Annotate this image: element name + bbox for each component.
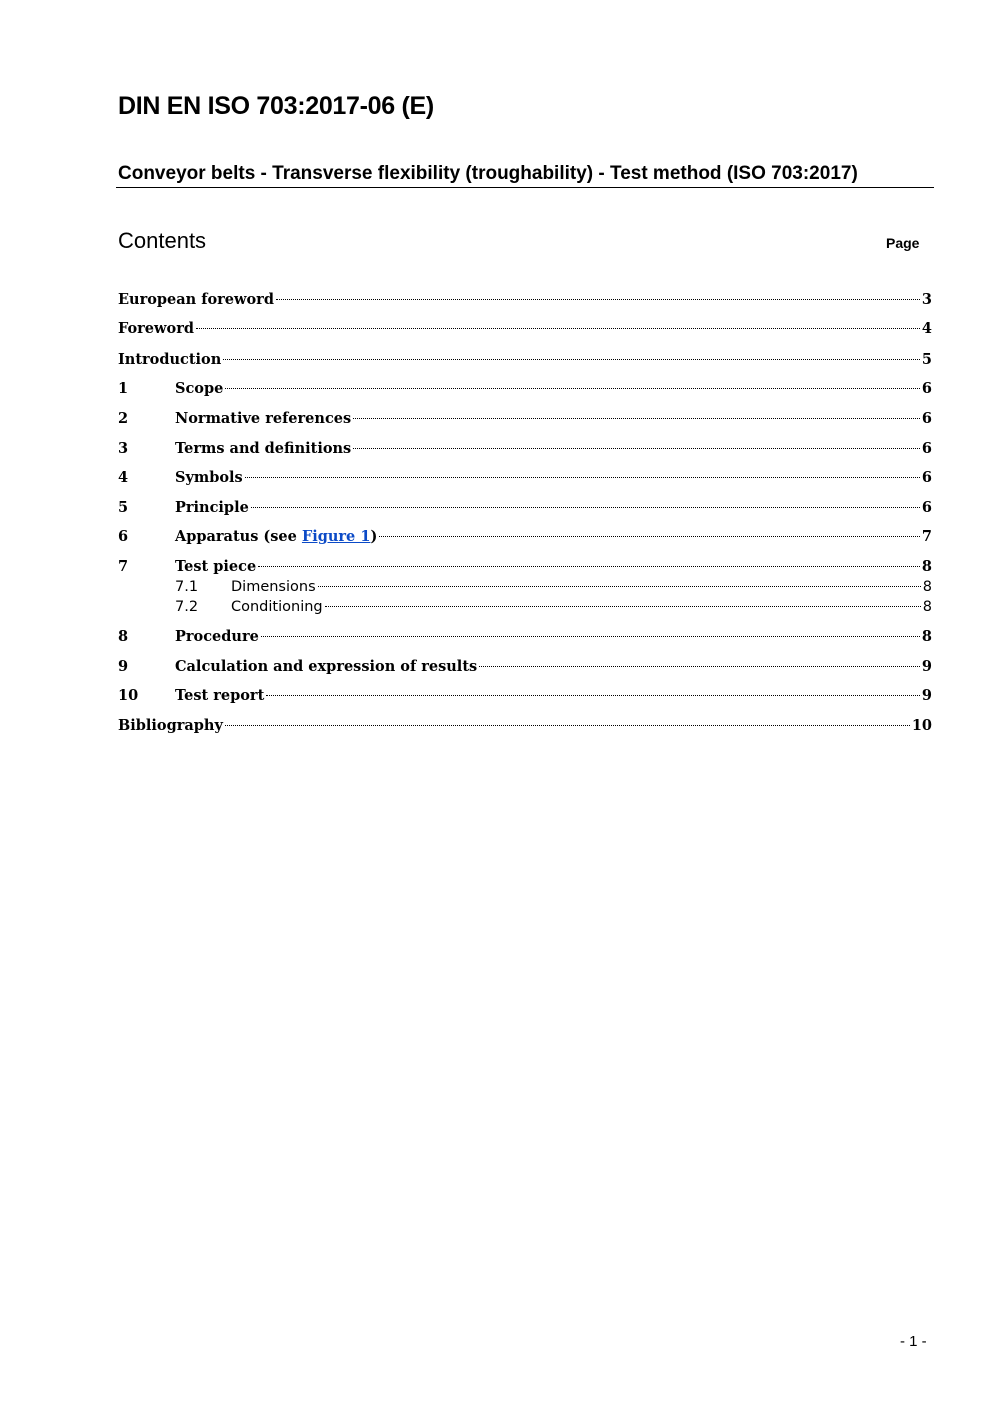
- document-title: Conveyor belts - Transverse flexibility (troughability) - Test method (ISO 703:2017): [118, 163, 858, 184]
- toc-leader-dots: [245, 477, 920, 478]
- toc-entry-foreword[interactable]: [118, 319, 932, 339]
- toc-section-number: 7.1: [175, 579, 199, 595]
- toc-section-number: 9: [118, 658, 129, 675]
- toc-page-number: 5: [921, 351, 932, 368]
- toc-label: Foreword: [118, 320, 194, 337]
- contents-heading: Contents: [118, 228, 207, 253]
- toc-label: Introduction: [118, 351, 222, 368]
- toc-leader-dots: [353, 448, 920, 449]
- toc-label: Calculation and expression of results: [175, 658, 478, 675]
- toc-label: Test piece: [175, 558, 257, 575]
- toc-section-number: 3: [118, 440, 129, 457]
- toc-label: Principle: [175, 499, 249, 516]
- toc-entry-bibliography[interactable]: [118, 716, 932, 736]
- toc-section-number: 2: [118, 410, 129, 427]
- toc-label: Bibliography: [118, 717, 223, 734]
- toc-entry-principle[interactable]: [118, 498, 932, 518]
- toc-section-number: 1: [118, 380, 129, 397]
- toc-entry-dimensions[interactable]: [118, 577, 932, 597]
- toc-leader-dots: [251, 507, 920, 508]
- toc-entry-terms-and-definitions[interactable]: [118, 439, 932, 459]
- toc-leader-dots: [261, 636, 920, 637]
- toc-page-number: 9: [921, 658, 932, 675]
- document-id: DIN EN ISO 703:2017-06 (E): [118, 92, 434, 120]
- toc-section-number: 8: [118, 628, 129, 645]
- toc-entry-apparatus[interactable]: [118, 527, 932, 547]
- toc-label: Symbols: [175, 469, 243, 486]
- toc-label: Conditioning: [231, 599, 323, 615]
- toc-page-number: 6: [921, 499, 932, 516]
- toc-section-number: 4: [118, 469, 129, 486]
- toc-leader-dots: [379, 536, 920, 537]
- toc-entry-symbols[interactable]: [118, 468, 932, 488]
- toc-entry-calculation-and-expression-of-results[interactable]: [118, 657, 932, 677]
- toc-entry-test-report[interactable]: [118, 686, 932, 706]
- toc-label: Normative references: [175, 410, 352, 427]
- toc-leader-dots: [266, 695, 920, 696]
- toc-leader-dots: [225, 388, 920, 389]
- toc-leader-dots: [353, 418, 920, 419]
- toc-label: Dimensions: [231, 579, 316, 595]
- toc-page-number: 6: [921, 410, 932, 427]
- toc-label: Test report: [175, 687, 265, 704]
- toc-leader-dots: [325, 606, 921, 607]
- page-column-heading: Page: [886, 235, 920, 251]
- toc-entry-test-piece[interactable]: [118, 557, 932, 577]
- toc-entry-normative-references[interactable]: [118, 409, 932, 429]
- toc-label: Scope: [175, 380, 224, 397]
- toc-entry-scope[interactable]: [118, 379, 932, 399]
- toc-section-number: 6: [118, 528, 129, 545]
- toc-page-number: 3: [921, 291, 932, 308]
- footer-page-number: - 1 -: [900, 1333, 927, 1350]
- toc-leader-dots: [479, 666, 920, 667]
- toc-page-number: 6: [921, 440, 932, 457]
- toc-page-number: 4: [921, 320, 932, 337]
- toc-leader-dots: [258, 566, 920, 567]
- toc-label: [175, 527, 377, 547]
- toc-entry-conditioning[interactable]: [118, 597, 932, 617]
- toc-page-number: 8: [921, 558, 932, 575]
- toc-label-prefix: Apparatus (see: [175, 528, 302, 545]
- toc-page-number: 8: [922, 579, 932, 595]
- toc-section-number: 5: [118, 499, 129, 516]
- toc-leader-dots: [318, 586, 921, 587]
- toc-entry-introduction[interactable]: [118, 350, 932, 370]
- title-divider: [116, 187, 934, 188]
- toc-page-number: 8: [922, 599, 932, 615]
- toc-leader-dots: [225, 725, 910, 726]
- toc-page-number: 6: [921, 380, 932, 397]
- toc-entry-european-foreword[interactable]: [118, 290, 932, 310]
- toc-label: Procedure: [175, 628, 259, 645]
- toc-entry-procedure[interactable]: [118, 627, 932, 647]
- toc-page-number: 9: [921, 687, 932, 704]
- toc-leader-dots: [276, 299, 920, 300]
- toc-label-suffix: ): [370, 528, 378, 545]
- toc-page-number: 7: [921, 528, 932, 545]
- figure-1-link[interactable]: Figure 1: [301, 528, 371, 545]
- toc-section-number: 7: [118, 558, 129, 575]
- toc-section-number: 10: [118, 687, 139, 704]
- toc-page-number: 8: [921, 628, 932, 645]
- toc-section-number: 7.2: [175, 599, 199, 615]
- toc-leader-dots: [223, 359, 920, 360]
- toc-label: Terms and definitions: [175, 440, 352, 457]
- toc-label: European foreword: [118, 291, 274, 308]
- toc-page-number: 10: [911, 717, 932, 734]
- toc-page-number: 6: [921, 469, 932, 486]
- toc-leader-dots: [196, 328, 920, 329]
